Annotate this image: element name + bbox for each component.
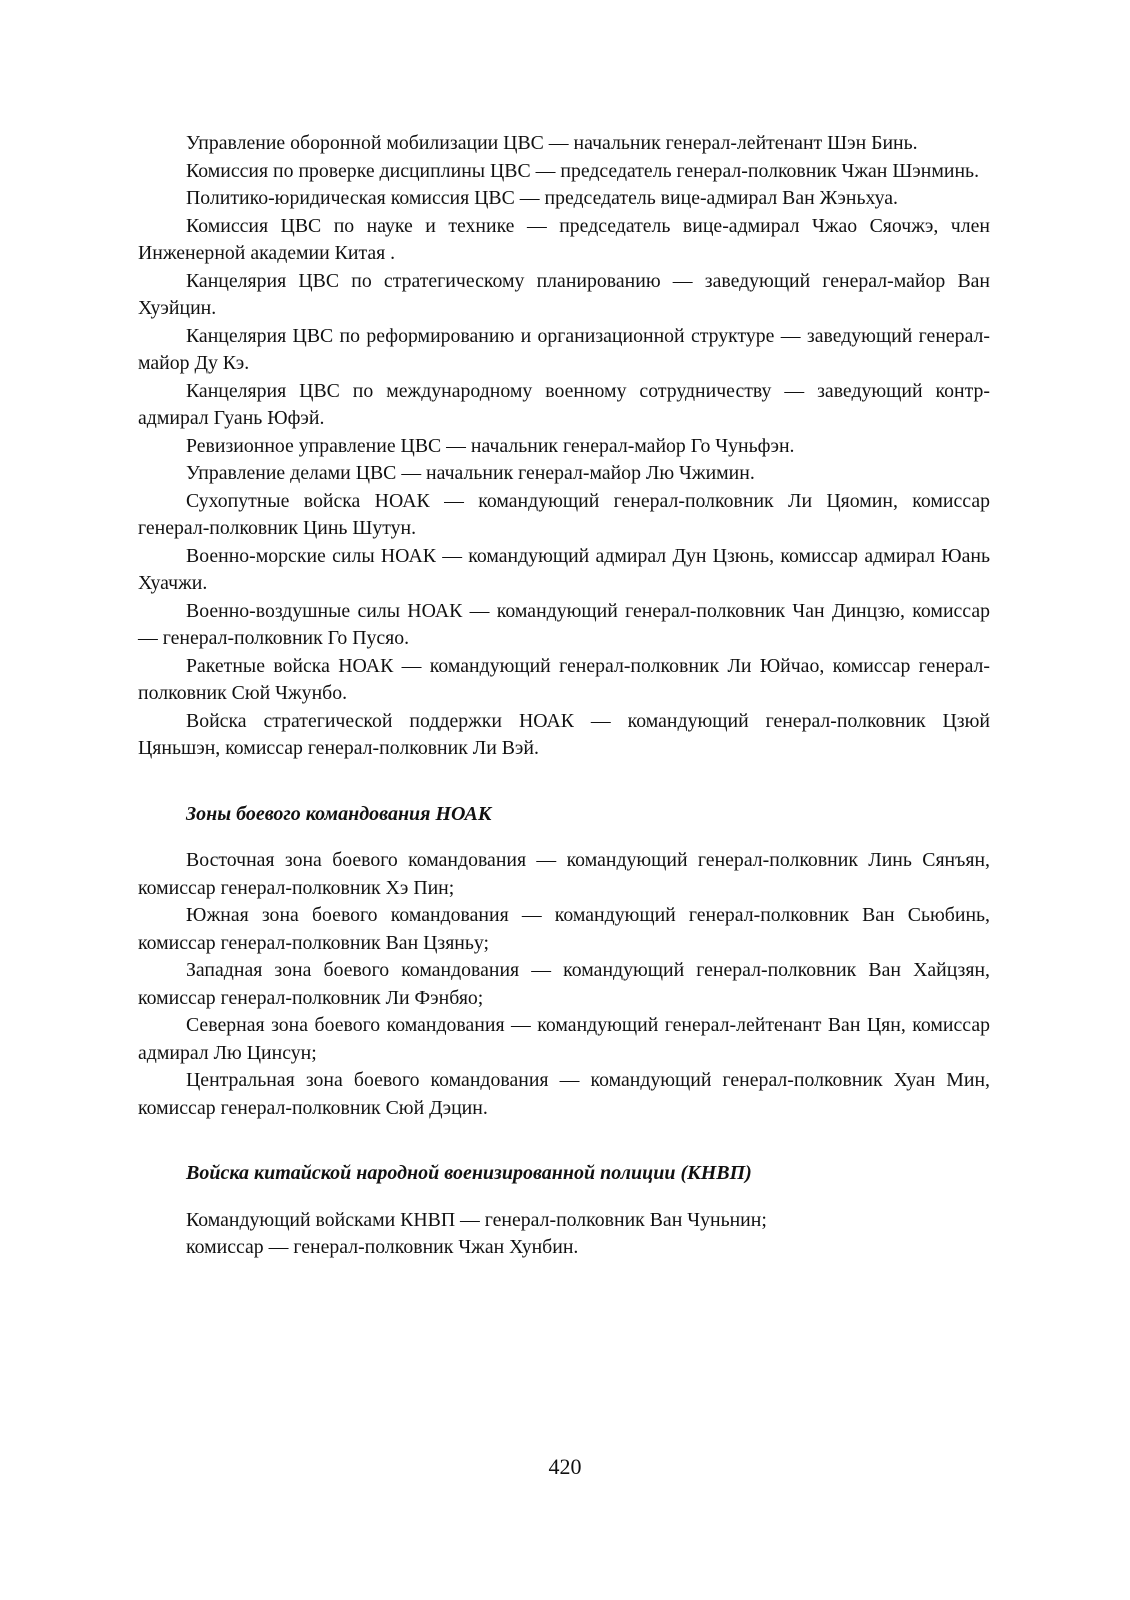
page-number: 420	[548, 1454, 582, 1479]
paragraph: Канцелярия ЦВС по реформированию и организационной структуре — заведующий генерал-майор Ду Кэ.	[138, 324, 990, 374]
paragraph: Комиссия ЦВС по науке и технике — председатель вице-адмирал Чжао Сяочжэ, член Инженерной академии Китая .	[138, 214, 990, 264]
paragraph: комиссар — генерал-полковник Чжан Хунбин.	[186, 1236, 579, 1258]
paragraph: Управление оборонной мобилизации ЦВС — начальник генерал-лейтенант Шэн Бинь.	[186, 132, 918, 154]
paragraph: Военно-воздушные силы НОАК — командующий генерал-полковник Чан Динцзю, комиссар — генерал-полковник Го Пусяо.	[138, 599, 990, 649]
section-heading-zones: Зоны боевого командования НОАК	[186, 802, 492, 825]
paragraph: Канцелярия ЦВС по международному военному сотрудничеству — заведующий контр-адмирал Гуань Юфэй.	[138, 379, 990, 429]
paragraph: Политико-юридическая комиссия ЦВС — председатель вице-адмирал Ван Жэньхуа.	[186, 187, 898, 209]
paragraph: Канцелярия ЦВС по стратегическому планированию — заведующий генерал-майор Ван Хуэйцин.	[138, 269, 990, 319]
entries-zones	[138, 847, 990, 1122]
paragraph: Ракетные войска НОАК — командующий генерал-полковник Ли Юйчао, комиссар генерал-полковник Сюй Чжунбо.	[138, 654, 990, 704]
entries-top	[138, 130, 990, 763]
paragraph: Комиссия по проверке дисциплины ЦВС — председатель генерал-полковник Чжан Шэнминь.	[186, 159, 980, 182]
paragraph: Войска стратегической поддержки НОАК — командующий генерал-полковник Цзюй Цяньшэн, комиссар генерал-полковник Ли Вэй.	[138, 709, 990, 759]
paragraph: Центральная зона боевого командования — командующий генерал-полковник Хуан Мин, комиссар генерал-полковник Сюй Дэцин.	[138, 1069, 990, 1119]
paragraph: Восточная зона боевого командования — командующий генерал-полковник Линь Сянъян, комиссар генерал-полковник Хэ Пин;	[138, 849, 990, 899]
entries-police	[138, 1207, 990, 1262]
paragraph: Управление делами ЦВС — начальник генерал-майор Лю Чжимин.	[186, 462, 755, 484]
paragraph: Южная зона боевого командования — командующий генерал-полковник Ван Сьюбинь, комиссар генерал-полковник Ван Цзяньу;	[138, 904, 990, 954]
document-page	[138, 130, 990, 1262]
paragraph: Западная зона боевого командования — командующий генерал-полковник Ван Хайцзян, комиссар генерал-полковник Ли Фэнбяо;	[138, 959, 990, 1009]
paragraph: Сухопутные войска НОАК — командующий генерал-полковник Ли Цяомин, комиссар генерал-полковник Цинь Шутун.	[138, 489, 990, 539]
section-heading-police: Войска китайской народной военизированной полиции (КНВП)	[186, 1162, 752, 1184]
paragraph: Военно-морские силы НОАК — командующий адмирал Дун Цзюнь, комиссар адмирал Юань Хуачжи.	[138, 544, 990, 594]
paragraph: Северная зона боевого командования — командующий генерал-лейтенант Ван Цян, комиссар адмирал Лю Цинсун;	[138, 1014, 990, 1064]
paragraph: Ревизионное управление ЦВС — начальник генерал-майор Го Чуньфэн.	[186, 434, 795, 457]
paragraph: Командующий войсками КНВП — генерал-полковник Ван Чуньнин;	[186, 1208, 767, 1231]
